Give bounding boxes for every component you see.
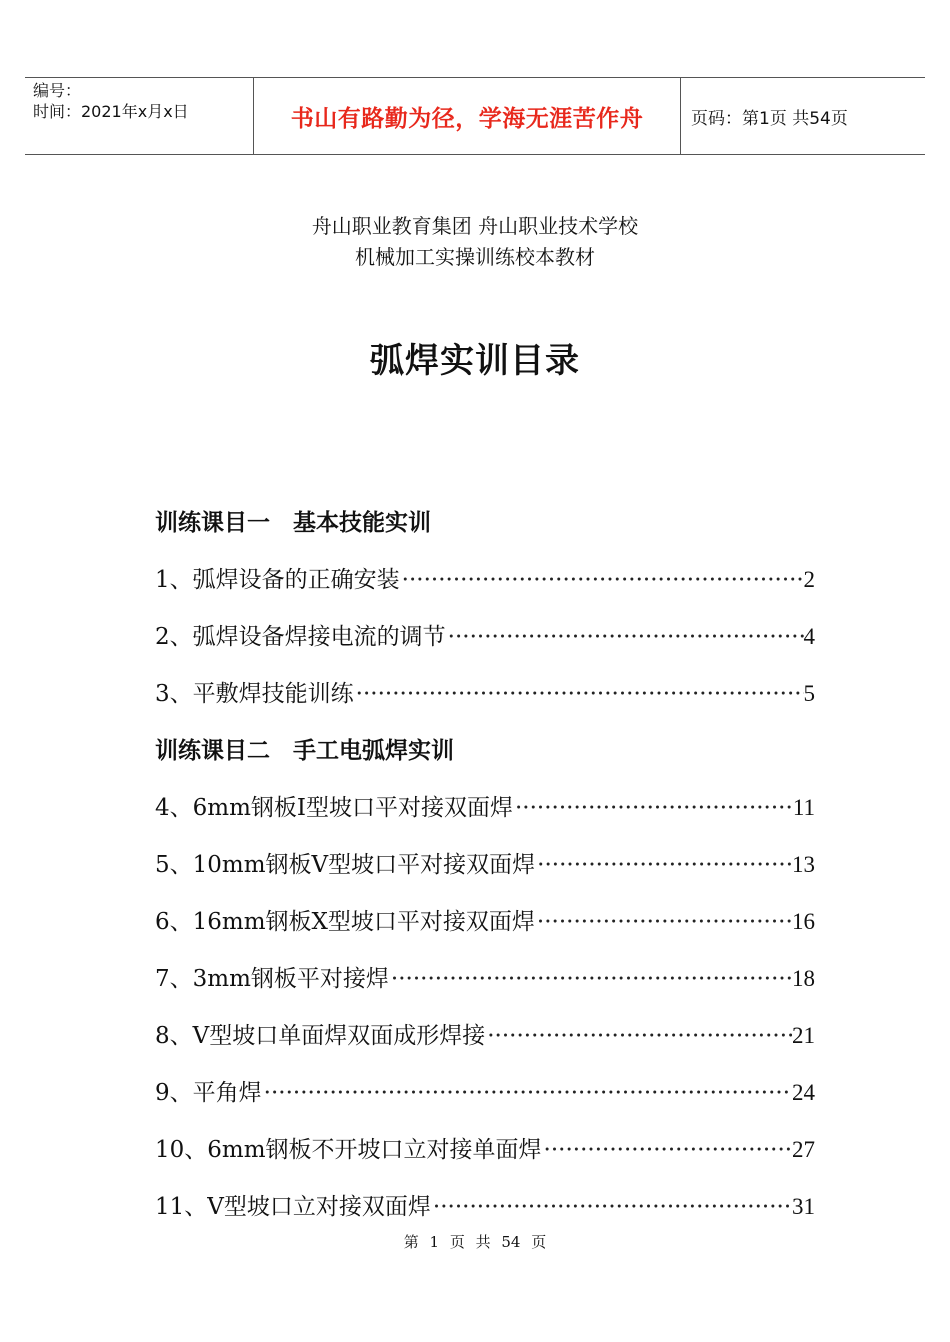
- header-page-info: 页码：第1页 共54页: [691, 108, 848, 129]
- toc-leader-dots: [513, 785, 793, 831]
- toc-entry[interactable]: [155, 785, 815, 842]
- header-table: [25, 77, 925, 155]
- toc-entry-page: 16: [792, 909, 815, 934]
- toc-entry[interactable]: [155, 899, 815, 956]
- toc-entry-title: 2、弧焊设备焊接电流的调节: [155, 624, 446, 650]
- toc-entry-title: 6、16mm钢板X型坡口平对接双面焊: [155, 909, 535, 935]
- toc-entry-page: 2: [803, 567, 815, 592]
- toc-leader-dots: [535, 899, 792, 945]
- toc-entry[interactable]: [155, 1070, 815, 1127]
- header-meta: [25, 78, 254, 154]
- toc-entry-title: 7、3mm钢板平对接焊: [155, 966, 389, 992]
- toc-leader-dots: [400, 557, 804, 603]
- toc-entry-title: 8、Ⅴ型坡口单面焊双面成形焊接: [155, 1023, 486, 1049]
- toc-entry[interactable]: [155, 614, 815, 671]
- header-motto-cell: [254, 78, 681, 154]
- page-footer: 第 1 页 共 54 页: [403, 1233, 547, 1251]
- toc-entry-title: 3、平敷焊技能训练: [155, 681, 354, 707]
- institution-line-1: 舟山职业教育集团 舟山职业技术学校: [311, 214, 639, 238]
- toc-entry-title: 10、6mm钢板不开坡口立对接单面焊: [155, 1137, 542, 1163]
- document-title: 弧焊实训目录: [370, 341, 580, 381]
- time-label: 时间：2021年x月x日: [33, 102, 189, 121]
- toc-section-heading: 训练课目一 基本技能实训: [155, 510, 431, 536]
- toc-entry-page: 11: [792, 795, 815, 820]
- toc-entry-page: 18: [792, 966, 815, 991]
- toc-leader-dots: [446, 614, 804, 660]
- toc-entry-page: 27: [792, 1137, 815, 1162]
- toc-leader-dots: [431, 1184, 792, 1230]
- toc-entry-title: 1、弧焊设备的正确安装: [155, 567, 400, 593]
- toc-entry-page: 31: [792, 1194, 815, 1219]
- toc-entry[interactable]: [155, 956, 815, 1013]
- toc-section-heading: 训练课目二 手工电弧焊实训: [155, 738, 454, 764]
- toc-leader-dots: [389, 956, 792, 1002]
- toc-entry-page: 21: [792, 1023, 815, 1048]
- toc-entry-page: 4: [803, 624, 815, 649]
- toc-leader-dots: [485, 1013, 792, 1059]
- toc-entry[interactable]: [155, 557, 815, 614]
- toc-leader-dots: [354, 671, 804, 717]
- toc-entry-page: 24: [792, 1080, 815, 1105]
- toc-entry[interactable]: [155, 671, 815, 728]
- toc-entry-title: 4、6mm钢板I型坡口平对接双面焊: [155, 795, 513, 821]
- header-motto: 书山有路勤为径，学海无涯苦作舟: [290, 105, 644, 132]
- toc-entry[interactable]: [155, 842, 815, 899]
- toc-leader-dots: [535, 842, 792, 888]
- toc-entry-title: 5、10mm钢板Ⅴ型坡口平对接双面焊: [155, 852, 536, 878]
- toc-entry-title: 11、Ⅴ型坡口立对接双面焊: [155, 1194, 431, 1220]
- toc-entry-page: 5: [803, 681, 815, 706]
- toc-leader-dots: [262, 1070, 792, 1116]
- serial-label: 编号：: [33, 81, 82, 100]
- toc-entry[interactable]: [155, 1127, 815, 1184]
- toc-entry-page: 13: [792, 852, 815, 877]
- table-of-contents: [155, 500, 815, 1241]
- institution-line-2: 机械加工实操训练校本教材: [355, 245, 595, 269]
- toc-leader-dots: [542, 1127, 792, 1173]
- toc-entry[interactable]: [155, 1013, 815, 1070]
- toc-entry-title: 9、平角焊: [155, 1080, 262, 1106]
